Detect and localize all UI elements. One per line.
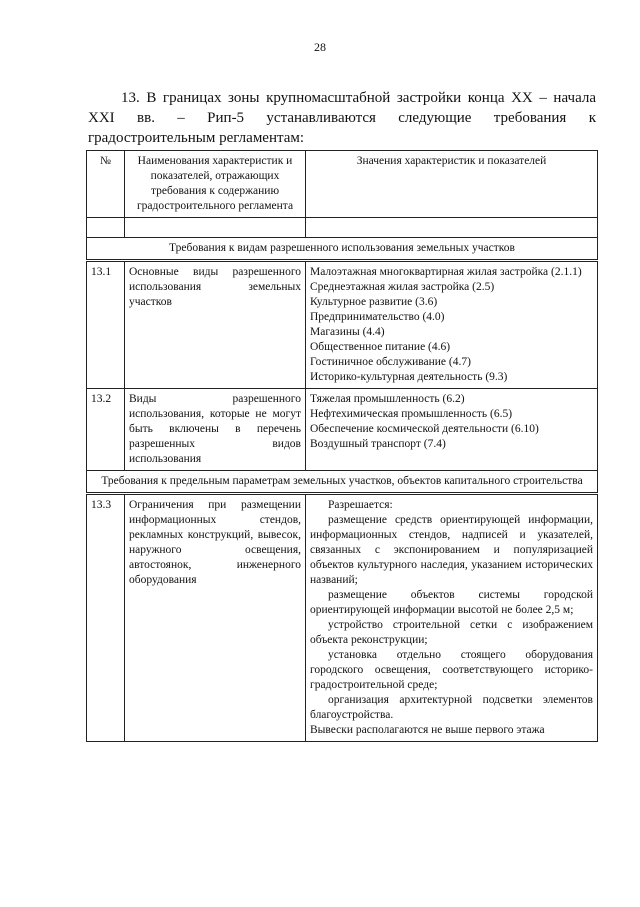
section-row [87,238,598,261]
row-name: Ограничения при размещении информационных стендов, рекламных конструкций, вывесок, наружного освещения, автостоянок, инженерного оборудования [125,494,306,742]
table-row [87,261,598,389]
table-header-row [87,151,598,218]
row-num: 13.2 [87,389,125,471]
list-item: Историко-культурная деятельность (9.3) [310,371,508,383]
list-item: Тяжелая промышленность (6.2) [310,393,465,405]
section-title-uses: Требования к видам разрешенного использования земельных участков [87,238,598,261]
list-item: Магазины (4.4) [310,326,385,338]
row-values [306,494,598,742]
row-values [306,261,598,389]
table-row [87,494,598,742]
paragraph: устройство строительной сетки с изображением объекта реконструкции; [310,619,593,646]
section-row [87,471,598,494]
paragraph: установка отдельно стоящего оборудования городского освещения, соответствующего историко-градостроительной среде; [310,649,593,691]
header-name: Наименования характеристик и показателей, отражающих требования к содержанию градостроительного регламента [125,151,306,218]
regulations-table [86,150,598,742]
list-item: Предпринимательство (4.0) [310,311,445,323]
header-value: Значения характеристик и показателей [306,151,598,218]
list-item: Воздушный транспорт (7.4) [310,438,446,450]
row-num: 13.1 [87,261,125,389]
list-item: Малоэтажная многоквартирная жилая застройка (2.1.1) [310,266,582,278]
list-item: Гостиничное обслуживание (4.7) [310,356,471,368]
paragraph: размещение объектов системы городской ориентирующей информации высотой не более 2,5 м; [310,589,593,616]
header-num: № [87,151,125,218]
list-item: Обеспечение космической деятельности (6.10) [310,423,539,435]
list-item: Среднеэтажная жилая застройка (2.5) [310,281,495,293]
closing-paragraph: Вывески располагаются не выше первого этажа [310,724,545,736]
row-name: Виды разрешенного использования, которые не могут быть включены в перечень разрешенных видов использования [125,389,306,471]
row-values [306,389,598,471]
list-item: Нефтехимическая промышленность (6.5) [310,408,513,420]
list-item: Культурное развитие (3.6) [310,296,438,308]
section-title-parameters: Требования к предельным параметрам земельных участков, объектов капитального строительства [87,471,598,494]
paragraph: организация архитектурной подсветки элементов благоустройства. [310,694,593,721]
table-row [87,389,598,471]
page-number: 28 [314,40,326,54]
list-item: Общественное питание (4.6) [310,341,451,353]
row-num: 13.3 [87,494,125,742]
header-spacer-row [87,218,598,238]
intro-paragraph: 13. В границах зоны крупномасштабной застройки конца XX – начала XXI вв. – Рип-5 устанавливаются следующие требования к градостроительным регламентам: [88,90,596,146]
paragraph: размещение средств ориентирующей информации, информационных стендов, надписей и указателей, связанных с экспонированием и популяризацией объектов культурного наследия, указанием исторических названий; [310,514,593,586]
permitted-label: Разрешается: [328,499,393,511]
row-name: Основные виды разрешенного использования земельных участков [125,261,306,389]
